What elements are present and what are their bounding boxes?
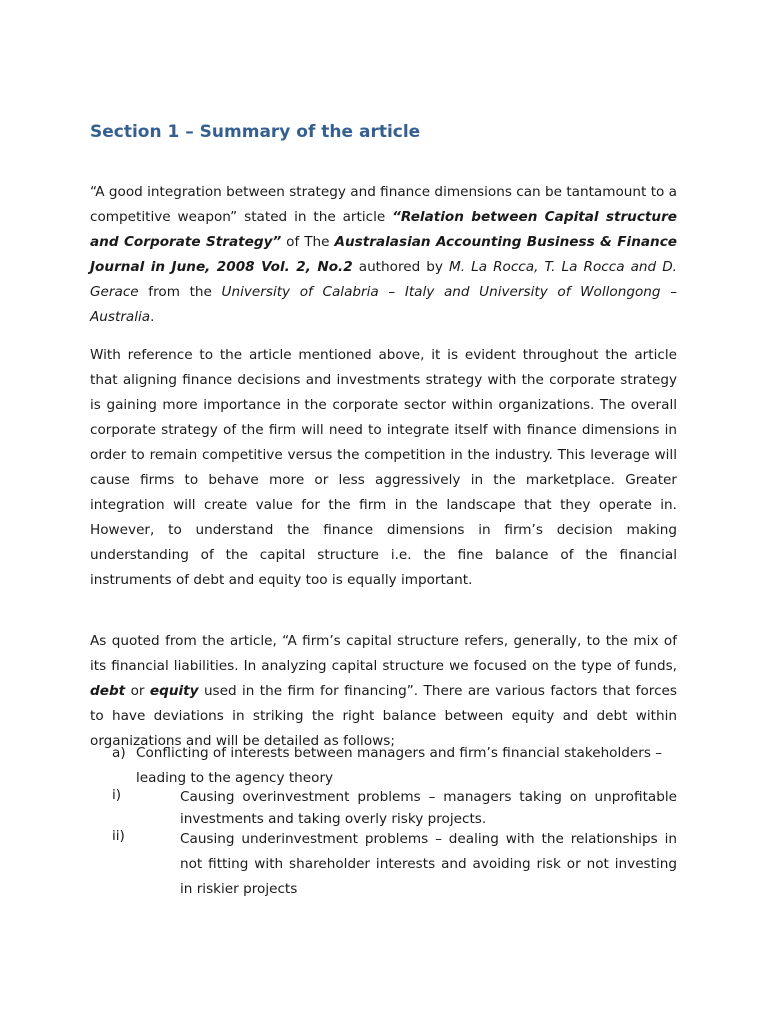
- text-run: used in the firm for financing”. There are various factors that forces to have deviations in striking the right balance between equity and debt within organizations and will be detailed as follows;: [90, 683, 677, 749]
- paragraph-strategy-alignment: With reference to the article mentioned above, it is evident throughout the article that aligning finance decisions and investments strategy with the corporate strategy is gaining more importance in the corporate sector within organizations. The overall corporate strategy of the firm will need to integrate itself with finance dimensions in order to remain competitive versus the competition in the industry. This leverage will cause firms to behave more or less aggressively in the marketplace. Greater integration will create value for the firm in the landscape that they operate in. However, to understand the finance dimensions in firm’s decision making understanding of the capital structure i.e. the fine balance of the financial instruments of debt and equity too is equally important.: [90, 347, 677, 588]
- institutions: University of Calabria – Italy and University of Wollongong – Australia: [90, 284, 677, 325]
- text-run: “A good integration between strategy and finance dimensions can be tantamount to a competitive weapon” stated in the article: [90, 184, 677, 225]
- text-run: of The: [281, 234, 335, 250]
- term-debt: debt: [90, 683, 126, 699]
- list-subitem-text: Causing overinvestment problems – managers taking on unprofitable investments and taking overly risky projects.: [180, 789, 677, 827]
- term-equity: equity: [149, 683, 199, 699]
- article-title: “Relation between Capital structure and Corporate Strategy”: [90, 209, 677, 250]
- list-marker: i): [112, 787, 122, 803]
- journal-name: Australasian Accounting Business & Finance Journal in June, 2008 Vol. 2, No.2: [90, 234, 677, 275]
- list-subitem-ii: [112, 827, 677, 902]
- paragraph-capital-structure: [90, 629, 677, 754]
- list-item-a: [112, 741, 677, 791]
- text-run: As quoted from the article, “A firm’s capital structure refers, generally, to the mix of its financial liabilities. In analyzing capital structure we focused on the type of funds,: [90, 633, 677, 674]
- text-run: authored by: [352, 259, 450, 275]
- authors: M. La Rocca, T. La Rocca and D. Gerace: [90, 259, 677, 300]
- list-marker: a): [112, 745, 126, 761]
- text-run: from the: [138, 284, 222, 300]
- text-run: or: [125, 683, 150, 699]
- list-subitem-i: [112, 786, 677, 830]
- paragraph-article-summary: [90, 180, 677, 330]
- text-run: .: [150, 309, 155, 325]
- list-item-text: Conflicting of interests between managers and firm’s financial stakeholders – leading to the agency theory: [136, 745, 663, 786]
- list-marker: ii): [112, 828, 125, 844]
- section-heading: Section 1 – Summary of the article: [90, 122, 421, 142]
- list-subitem-text: Causing underinvestment problems – dealing with the relationships in not fitting with shareholder interests and avoiding risk or not investing in riskier projects: [180, 831, 677, 897]
